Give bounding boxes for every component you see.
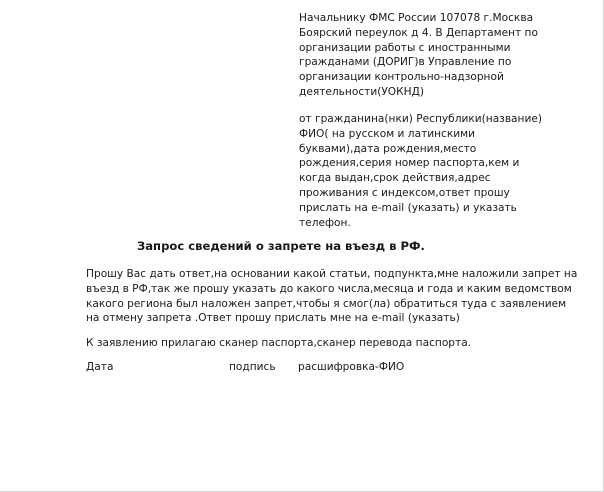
signature-date-label: Дата xyxy=(86,361,114,373)
sender-block xyxy=(299,112,599,230)
body-line: на отмену запрета .Ответ прошу прислать мне на e-mail (указать) xyxy=(86,312,460,325)
body-line: Прошу Вас дать ответ,на основании какой статьи, подпункта,мне наложили запрет на xyxy=(86,268,578,280)
addressee-line: гражданами (ДОРИГ)в Управление по xyxy=(299,56,512,69)
addressee-line: Боярский переулок д 4. В Департамент по xyxy=(299,26,538,39)
document-title: Запрос сведений о запрете на въезд в РФ. xyxy=(137,239,425,253)
sender-line: проживания с индексом,ответ прошу xyxy=(299,186,510,199)
request-body xyxy=(86,267,596,326)
addressee-line: организации контрольно-надзорной xyxy=(299,71,504,84)
attachment-note: К заявлению прилагаю сканер паспорта,сканер перевода паспорта. xyxy=(86,337,472,349)
addressee-line: деятельности(УОКНД) xyxy=(299,85,425,98)
sender-line: когда выдан,срок действия,адрес xyxy=(299,172,491,185)
sender-line: телефон. xyxy=(299,216,351,229)
sender-line: буквами),дата рождения,место xyxy=(299,142,477,155)
body-line: какого региона был наложен запрет,чтобы я смог(ла) обратиться туда с заявлением xyxy=(86,297,567,310)
addressee-line: Начальнику ФМС России 107078 г.Москва xyxy=(299,12,534,24)
signature-name-label: расшифровка-ФИО xyxy=(298,361,405,373)
addressee-block xyxy=(299,11,599,100)
sender-line: от гражданина(нки) Республики(название) xyxy=(299,113,543,125)
signature-sign-label: подпись xyxy=(229,361,276,373)
sender-line: прислать на e-mail (указать) и указать xyxy=(299,201,517,214)
sender-line: рождения,серия номер паспорта,кем и xyxy=(299,157,520,170)
sender-line: ФИО( на русском и латинскими xyxy=(299,127,476,140)
addressee-line: организации работы с иностранными xyxy=(299,41,511,54)
body-line: въезд в РФ,так же прошу указать до какого числа,месяца и года и каким ведомством xyxy=(86,282,572,295)
